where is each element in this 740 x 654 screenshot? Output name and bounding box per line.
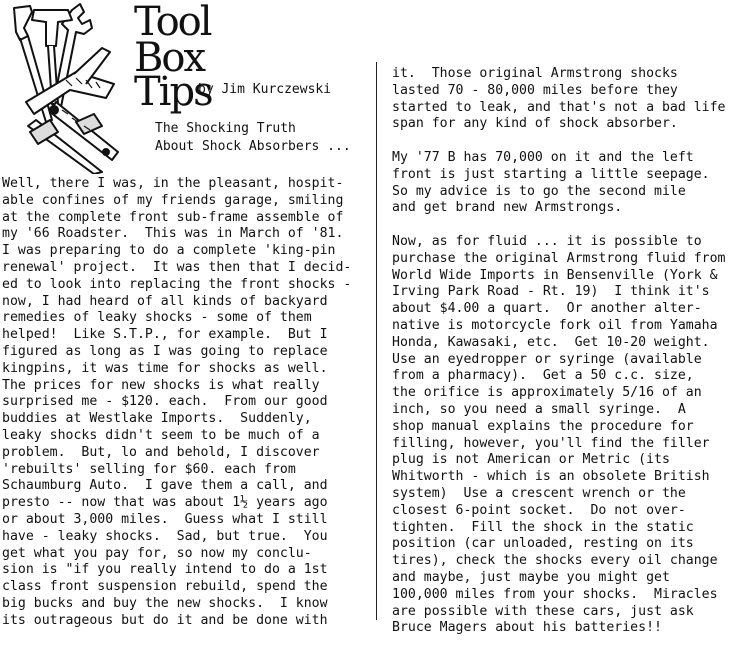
- subtitle: [155, 120, 351, 156]
- paragraph-fluid: Now, as for fluid ... it is possible to purchase the original Armstrong fluid from World Wide Imports in Bensenville (York & Irving Park Road - Rt. 19) I think it's about $4.00 a quart. Or another alter- native is motorcycle fork oil from Yamaha Honda, Kawasaki, etc. Get 10-20 weight. Use an eyedropper or syringe (available from a pharmacy). Get a 50 c.c. size, the orifice is approximately 5/16 of an inch, so you need a small syringe. A shop manual explains the procedure for filling, however, you'll find the filler plug is not American or Metric (its Whitworth - which is an obsolete British system) Use a crescent wrench or the closest 6-point socket. Do not over- tighten. Fill the shock in the static position (car unloaded, resting on its tires), check the shocks every oil change and maybe, just maybe you might get 100,000 miles from your shocks. Miracles are possible with these cars, just ask Bruce Magers about his batteries!!: [392, 233, 726, 636]
- column-divider: [376, 62, 377, 620]
- paragraph-armstrong-lifespan: it. Those original Armstrong shocks lasted 70 - 80,000 miles before they started to leak, and that's not a bad life span for any kind of shock absorber.: [392, 66, 726, 132]
- paragraph-77b-advice: My '77 B has 70,000 on it and the left front is just starting a little seepage. So my advice is to go the second mile and get brand new Armstrongs.: [392, 149, 710, 216]
- title-line-3: Tips: [134, 69, 212, 115]
- subtitle-line-1: The Shocking Truth: [155, 121, 296, 136]
- tools-illustration: [6, 2, 130, 174]
- article-left-column: Well, there I was, in the pleasant, hospit- able confines of my friends garage, smiling at the complete front sub-frame assemble of my '66 Roadster. This was in March of '81. I was preparing to do a complete 'king-pin renewal' project. It was then that I decid- ed to look into replacing the front shocks - now, I had heard of all kinds of backyard remedies of leaky shocks - some of them helped! Like S.T.P., for example. But I figured as long as I was going to replace kingpins, it was time for shocks as well. The prices for new shocks is what really surprised me - $120. each. From our good buddies at Westlake Imports. Suddenly, leaky shocks didn't seem to be much of a problem. But, lo and behold, I discover 'rebuilts' selling for $60. each from Schaumburg Auto. I gave them a call, and presto -- now that was about 1½ years ago or about 3,000 miles. Guess what I still have - leaky shocks. Sad, but true. You get what you pay for, so now my conclu- sion is "if you really intend to do a 1st class front suspension rebuild, spend the big bucks and buy the new shocks. I know its outrageous but do it and be done with: [2, 176, 352, 628]
- subtitle-line-2: About Shock Absorbers ...: [155, 139, 351, 154]
- screwdriver-icon: [14, 6, 32, 40]
- title-line-1: Tool: [134, 0, 211, 45]
- title-line-2: Box: [134, 35, 205, 81]
- author-byline: by Jim Kurczewski: [198, 82, 332, 97]
- article-right-column: [392, 66, 740, 654]
